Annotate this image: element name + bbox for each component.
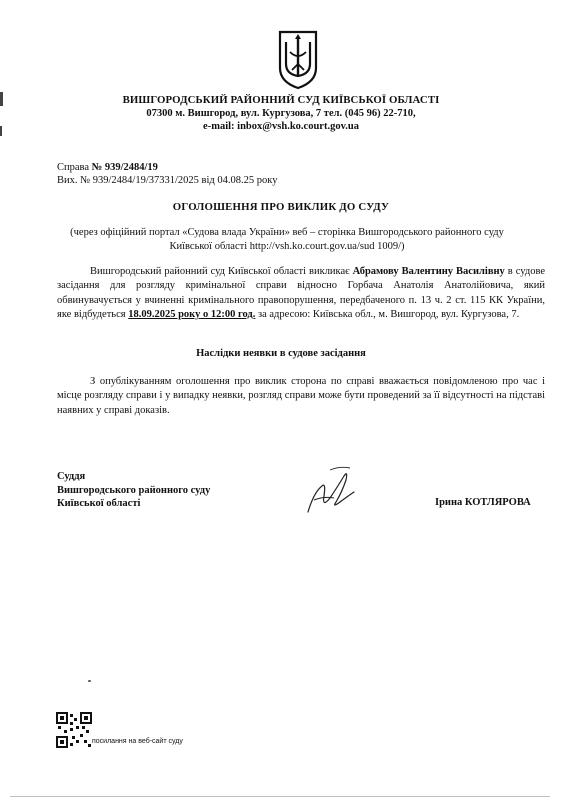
qr-code-icon[interactable] — [56, 712, 92, 748]
handwritten-signature — [300, 462, 360, 522]
judge-title-block — [57, 470, 210, 511]
consequences-paragraph: З опублікуванням оголошення про виклик сторона по справі вважається повідомленою про час і місце розгляду справи і у випадку неявки, розгляд справи може бути проведений за її відсутності на підставі наявних у справі доказів. — [57, 376, 545, 416]
court-name: ВИШГОРОДСЬКИЙ РАЙОННИЙ СУД КИЇВСЬКОЇ ОБЛАСТІ — [122, 94, 440, 106]
outgoing-reference: Вих. № 939/2484/19/37331/2025 від 04.08.25 року — [57, 175, 278, 186]
scan-margin-mark — [0, 126, 2, 136]
hearing-datetime: 18.09.2025 року о 12:00 год. — [128, 309, 256, 321]
scan-bottom-edge — [10, 796, 550, 797]
judge-title-line1: Суддя — [57, 471, 86, 482]
summons-end: за адресою: Київська обл., м. Вишгород, вул. Кургузова, 7. — [255, 309, 520, 321]
consequences-heading: Наслідки неявки в судове засідання — [196, 348, 366, 359]
coat-of-arms-icon — [276, 30, 320, 90]
judge-name: Ірина КОТЛЯРОВА — [435, 497, 531, 508]
case-number: № 939/2484/19 — [91, 162, 158, 173]
summons-intro: Вишгородський районний суд Київської області викликає — [90, 266, 353, 277]
case-label: Справа — [57, 162, 92, 173]
case-number-line — [57, 162, 158, 173]
judge-title-line2: Вишгородського районного суду — [57, 484, 211, 496]
court-email: e-mail: inbox@vsh.ko.court.gov.ua — [203, 121, 359, 132]
judge-title-line3: Київської області — [57, 498, 141, 509]
scan-speck — [88, 680, 91, 682]
summons-paragraph — [57, 265, 545, 323]
qr-caption: посилання на веб-сайт суду — [92, 738, 183, 745]
document-title: ОГОЛОШЕННЯ ПРО ВИКЛИК ДО СУДУ — [172, 201, 390, 213]
court-address: 07300 м. Вишгород, вул. Кургузова, 7 тел. (045 96) 22-710, — [146, 108, 416, 119]
summons-middle: в судове засідання для розгляду кримінальної справи відносно Горбача Анатолія Анатолійовича, який обвинувачується у вчиненні кримінального правопорушення, передбаченого п. 13 ч. 2 ст. 115 КК України, яке відбудеться — [57, 266, 545, 321]
summoned-person: Абрамову Валентину Василівну — [352, 266, 505, 277]
portal-note: (через офіційний портал «Судова влада України» веб – сторінка Вишгородського районного суду Київської області http://vsh.ko.court.gov.ua/sud 1009/) — [70, 227, 504, 252]
scan-margin-mark — [0, 92, 3, 106]
